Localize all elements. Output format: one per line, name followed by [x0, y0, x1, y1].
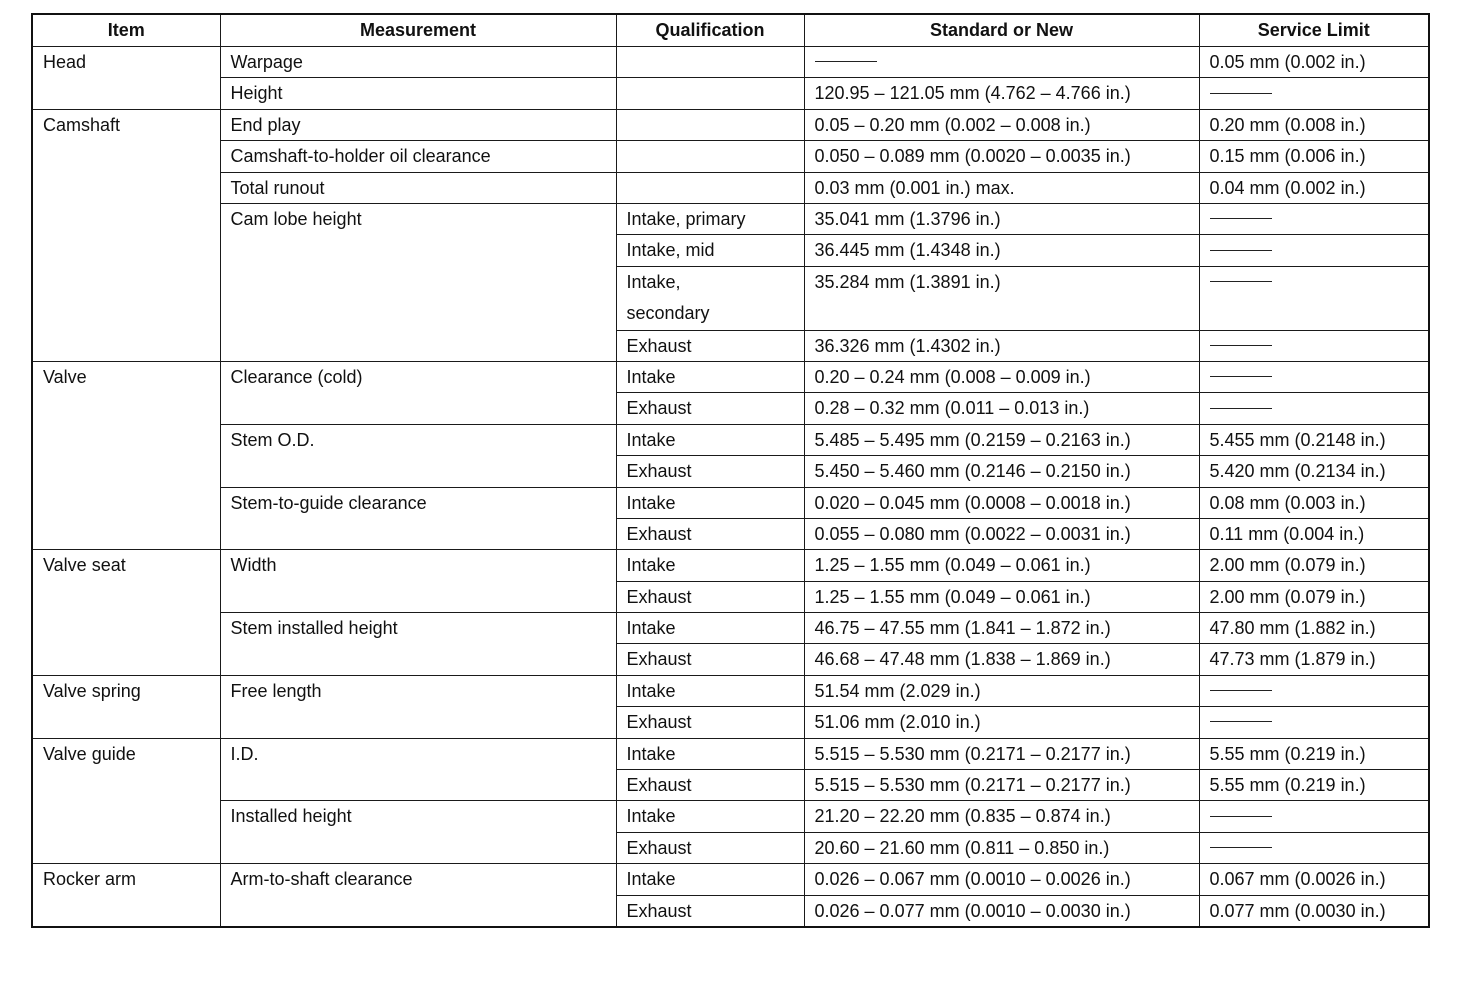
- cell-standard: 0.28 – 0.32 mm (0.011 – 0.013 in.): [804, 393, 1199, 424]
- cell-standard: 46.68 – 47.48 mm (1.838 – 1.869 in.): [804, 644, 1199, 675]
- cell-measurement: I.D.: [220, 738, 616, 801]
- table-row: [32, 738, 1429, 769]
- cell-standard: 20.60 – 21.60 mm (0.811 – 0.850 in.): [804, 832, 1199, 863]
- cell-service-limit: 0.05 mm (0.002 in.): [1199, 47, 1429, 78]
- cell-standard: 35.284 mm (1.3891 in.): [804, 266, 1199, 330]
- cell-standard: 0.20 – 0.24 mm (0.008 – 0.009 in.): [804, 361, 1199, 392]
- cell-service-limit: [1199, 78, 1429, 109]
- cell-standard: 51.54 mm (2.029 in.): [804, 675, 1199, 706]
- cell-qualification: Intake: [616, 550, 804, 581]
- header-service-limit: Service Limit: [1199, 14, 1429, 47]
- cell-qualification: [616, 109, 804, 140]
- cell-qualification: Exhaust: [616, 393, 804, 424]
- table-row: [32, 141, 1429, 172]
- cell-qualification: Intake: [616, 801, 804, 832]
- cell-service-limit: [1199, 266, 1429, 330]
- cell-measurement: Free length: [220, 675, 616, 738]
- cell-qualification: Intake: [616, 361, 804, 392]
- cell-service-limit: 0.077 mm (0.0030 in.): [1199, 895, 1429, 927]
- table-row: [32, 424, 1429, 455]
- cell-service-limit: 0.20 mm (0.008 in.): [1199, 109, 1429, 140]
- header-item: Item: [32, 14, 220, 47]
- cell-standard: 1.25 – 1.55 mm (0.049 – 0.061 in.): [804, 550, 1199, 581]
- cell-qualification: Exhaust: [616, 644, 804, 675]
- table-row: [32, 203, 1429, 234]
- cell-standard: 0.026 – 0.077 mm (0.0010 – 0.0030 in.): [804, 895, 1199, 927]
- cell-qualification: [616, 141, 804, 172]
- cell-standard: 5.450 – 5.460 mm (0.2146 – 0.2150 in.): [804, 456, 1199, 487]
- not-applicable-dash: [1210, 281, 1272, 282]
- cell-standard: 51.06 mm (2.010 in.): [804, 707, 1199, 738]
- cell-standard: 0.03 mm (0.001 in.) max.: [804, 172, 1199, 203]
- cell-service-limit: 2.00 mm (0.079 in.): [1199, 581, 1429, 612]
- cell-item: Camshaft: [32, 109, 220, 361]
- cell-qualification: Intake: [616, 675, 804, 706]
- table-row: [32, 801, 1429, 832]
- cell-standard: 0.020 – 0.045 mm (0.0008 – 0.0018 in.): [804, 487, 1199, 518]
- cell-service-limit: 5.420 mm (0.2134 in.): [1199, 456, 1429, 487]
- cell-standard: 0.026 – 0.067 mm (0.0010 – 0.0026 in.): [804, 864, 1199, 895]
- cell-standard: 5.515 – 5.530 mm (0.2171 – 0.2177 in.): [804, 738, 1199, 769]
- cell-measurement: Arm-to-shaft clearance: [220, 864, 616, 927]
- table-row: [32, 864, 1429, 895]
- cell-service-limit: 0.08 mm (0.003 in.): [1199, 487, 1429, 518]
- cell-service-limit: 5.55 mm (0.219 in.): [1199, 770, 1429, 801]
- table-header-row: [32, 14, 1429, 47]
- cell-qualification: Intake, primary: [616, 203, 804, 234]
- header-qualification: Qualification: [616, 14, 804, 47]
- cell-standard: 5.485 – 5.495 mm (0.2159 – 0.2163 in.): [804, 424, 1199, 455]
- cell-qualification: Intake: [616, 738, 804, 769]
- cell-standard: 36.445 mm (1.4348 in.): [804, 235, 1199, 266]
- cell-service-limit: [1199, 361, 1429, 392]
- cell-qualification: [616, 266, 804, 330]
- cell-measurement: End play: [220, 109, 616, 140]
- cell-measurement: Clearance (cold): [220, 361, 616, 424]
- cell-service-limit: [1199, 330, 1429, 361]
- cell-item: Valve guide: [32, 738, 220, 864]
- cell-measurement: Installed height: [220, 801, 616, 864]
- cell-qualification: Intake, mid: [616, 235, 804, 266]
- not-applicable-dash: [1210, 376, 1272, 377]
- table-row: [32, 487, 1429, 518]
- cell-standard: 1.25 – 1.55 mm (0.049 – 0.061 in.): [804, 581, 1199, 612]
- not-applicable-dash: [1210, 93, 1272, 94]
- table-body: [32, 47, 1429, 927]
- table-row: [32, 78, 1429, 109]
- cell-service-limit: 47.73 mm (1.879 in.): [1199, 644, 1429, 675]
- cell-standard: 0.055 – 0.080 mm (0.0022 – 0.0031 in.): [804, 518, 1199, 549]
- cell-item: Head: [32, 47, 220, 110]
- cell-item: Rocker arm: [32, 864, 220, 927]
- table-row: [32, 172, 1429, 203]
- table-row: [32, 675, 1429, 706]
- cell-service-limit: 0.15 mm (0.006 in.): [1199, 141, 1429, 172]
- cell-qualification: Exhaust: [616, 518, 804, 549]
- cell-item: Valve spring: [32, 675, 220, 738]
- not-applicable-dash: [1210, 408, 1272, 409]
- header-standard: Standard or New: [804, 14, 1199, 47]
- not-applicable-dash: [815, 61, 877, 62]
- cell-measurement: Width: [220, 550, 616, 613]
- cell-standard: 35.041 mm (1.3796 in.): [804, 203, 1199, 234]
- not-applicable-dash: [1210, 218, 1272, 219]
- cell-standard: 0.05 – 0.20 mm (0.002 – 0.008 in.): [804, 109, 1199, 140]
- cell-service-limit: 0.04 mm (0.002 in.): [1199, 172, 1429, 203]
- cell-standard: 21.20 – 22.20 mm (0.835 – 0.874 in.): [804, 801, 1199, 832]
- cell-measurement: Warpage: [220, 47, 616, 78]
- cell-item: Valve seat: [32, 550, 220, 676]
- cell-item: Valve: [32, 361, 220, 549]
- cell-qualification: Intake: [616, 487, 804, 518]
- cell-service-limit: [1199, 393, 1429, 424]
- cell-service-limit: 5.455 mm (0.2148 in.): [1199, 424, 1429, 455]
- not-applicable-dash: [1210, 847, 1272, 848]
- not-applicable-dash: [1210, 345, 1272, 346]
- table-row: [32, 550, 1429, 581]
- cell-service-limit: [1199, 707, 1429, 738]
- cell-qualification: Exhaust: [616, 707, 804, 738]
- cell-qualification: Exhaust: [616, 895, 804, 927]
- cell-qualification: Intake: [616, 864, 804, 895]
- cell-measurement: Total runout: [220, 172, 616, 203]
- cell-qualification: [616, 172, 804, 203]
- cell-service-limit: [1199, 675, 1429, 706]
- cell-standard: 120.95 – 121.05 mm (4.762 – 4.766 in.): [804, 78, 1199, 109]
- cell-service-limit: [1199, 832, 1429, 863]
- not-applicable-dash: [1210, 250, 1272, 251]
- cell-service-limit: 47.80 mm (1.882 in.): [1199, 613, 1429, 644]
- table-row: [32, 47, 1429, 78]
- cell-qualification: Exhaust: [616, 832, 804, 863]
- cell-measurement: Stem installed height: [220, 613, 616, 676]
- table-row: [32, 109, 1429, 140]
- not-applicable-dash: [1210, 816, 1272, 817]
- table-row: [32, 361, 1429, 392]
- cell-service-limit: 5.55 mm (0.219 in.): [1199, 738, 1429, 769]
- cell-qualification: Exhaust: [616, 456, 804, 487]
- cell-measurement: Stem O.D.: [220, 424, 616, 487]
- cell-measurement: Camshaft-to-holder oil clearance: [220, 141, 616, 172]
- cell-standard: 0.050 – 0.089 mm (0.0020 – 0.0035 in.): [804, 141, 1199, 172]
- cell-qualification: [616, 47, 804, 78]
- cell-service-limit: 0.067 mm (0.0026 in.): [1199, 864, 1429, 895]
- cell-standard: 46.75 – 47.55 mm (1.841 – 1.872 in.): [804, 613, 1199, 644]
- table-row: [32, 613, 1429, 644]
- cell-qualification: Exhaust: [616, 330, 804, 361]
- cell-standard: [804, 47, 1199, 78]
- qualification-line-2: secondary: [626, 303, 710, 324]
- not-applicable-dash: [1210, 690, 1272, 691]
- cell-measurement: Height: [220, 78, 616, 109]
- cell-qualification: Intake: [616, 424, 804, 455]
- service-spec-table: [31, 13, 1430, 928]
- cell-service-limit: [1199, 801, 1429, 832]
- not-applicable-dash: [1210, 721, 1272, 722]
- qualification-line-1: Intake,: [626, 271, 681, 292]
- cell-qualification: Exhaust: [616, 770, 804, 801]
- header-measurement: Measurement: [220, 14, 616, 47]
- cell-service-limit: [1199, 203, 1429, 234]
- cell-qualification: Intake: [616, 613, 804, 644]
- cell-service-limit: 2.00 mm (0.079 in.): [1199, 550, 1429, 581]
- cell-measurement: Cam lobe height: [220, 203, 616, 361]
- cell-standard: 36.326 mm (1.4302 in.): [804, 330, 1199, 361]
- cell-service-limit: 0.11 mm (0.004 in.): [1199, 518, 1429, 549]
- cell-qualification: Exhaust: [616, 581, 804, 612]
- cell-service-limit: [1199, 235, 1429, 266]
- cell-measurement: Stem-to-guide clearance: [220, 487, 616, 550]
- cell-standard: 5.515 – 5.530 mm (0.2171 – 0.2177 in.): [804, 770, 1199, 801]
- cell-qualification: [616, 78, 804, 109]
